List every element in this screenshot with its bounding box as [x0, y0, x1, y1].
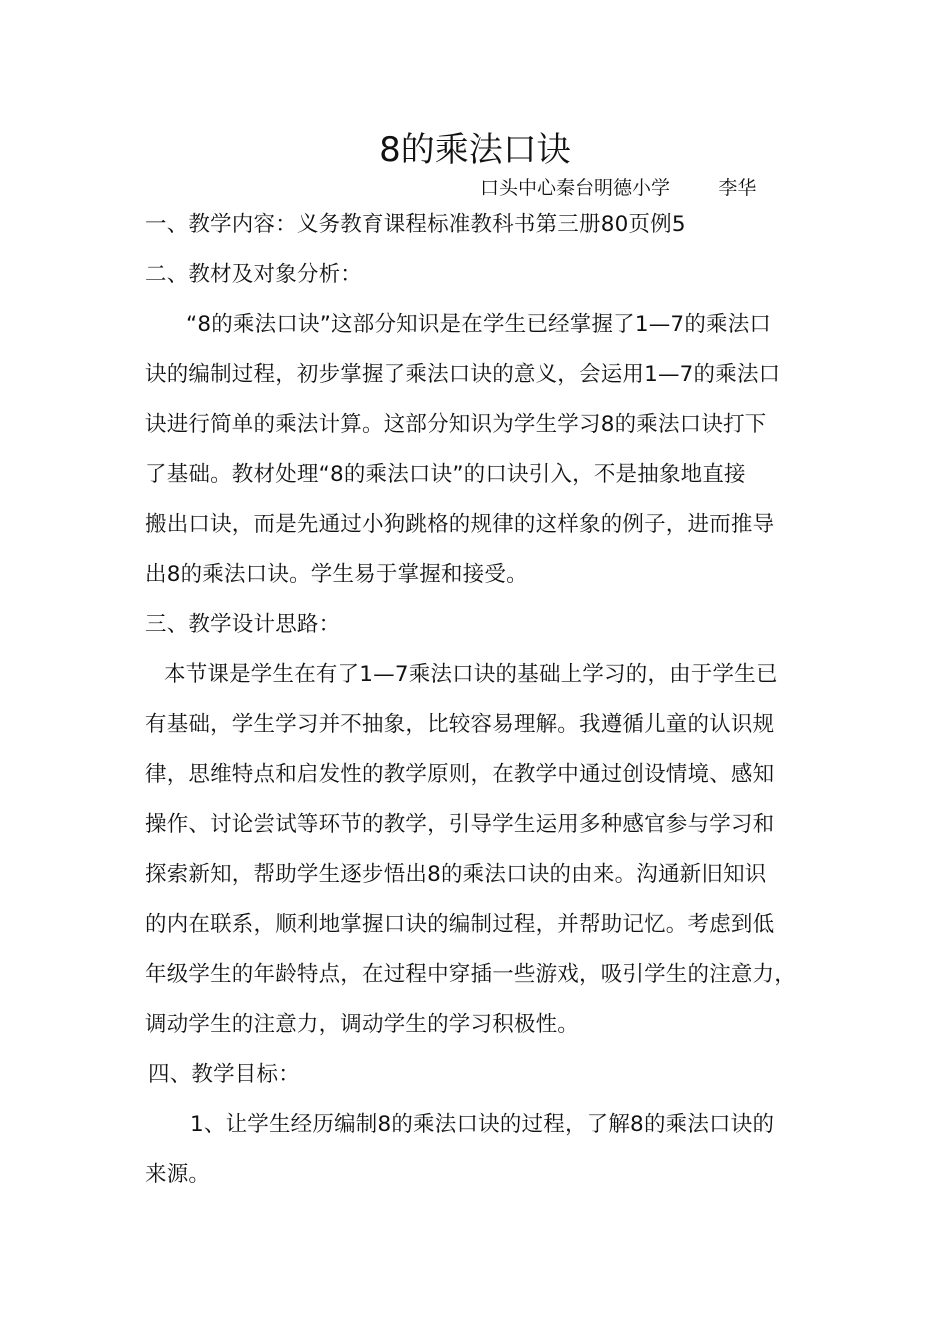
- paragraph-line: 有基础，学生学习并不抽象，比较容易理解。我遵循儿童的认识规: [145, 712, 775, 737]
- paragraph-line: 调动学生的注意力，调动学生的学习积极性。: [145, 1012, 580, 1037]
- paragraph-line: 探索新知，帮助学生逐步悟出8的乘法口诀的由来。沟通新旧知识: [145, 862, 767, 887]
- paragraph-line: 操作、讨论尝试等环节的教学，引导学生运用多种感官参与学习和: [145, 812, 775, 837]
- paragraph-line: 来源。: [145, 1162, 211, 1187]
- paragraph-line: 律，思维特点和启发性的教学原则，在教学中通过创设情境、感知: [145, 762, 775, 787]
- paragraph-line: 搬出口诀，而是先通过小狗跳格的规律的这样象的例子，进而推导: [145, 512, 775, 537]
- section-heading-content: 一、教学内容：义务教育课程标准教科书第三册80页例5: [145, 212, 686, 237]
- section-heading-analysis: 二、教材及对象分析：: [145, 262, 363, 287]
- paragraph-line: 了基础。教材处理“8的乘法口诀”的口诀引入，不是抽象地直接: [145, 462, 746, 487]
- author-line: 口头中心秦台明德小学 李华: [480, 177, 757, 199]
- section-heading-goals: 四、教学目标：: [148, 1062, 300, 1087]
- document-title: 8的乘法口诀: [379, 130, 571, 170]
- paragraph-line: 1、让学生经历编制8的乘法口诀的过程，了解8的乘法口诀的: [190, 1112, 775, 1137]
- paragraph-line: 本节课是学生在有了1—7乘法口诀的基础上学习的，由于学生已: [164, 662, 778, 687]
- paragraph-line: 年级学生的年龄特点，在过程中穿插一些游戏，吸引学生的注意力，: [145, 962, 797, 987]
- paragraph-line: 出8的乘法口诀。学生易于掌握和接受。: [145, 562, 528, 587]
- paragraph-line: 诀的编制过程，初步掌握了乘法口诀的意义，会运用1—7的乘法口: [145, 362, 781, 387]
- paragraph-line: 的内在联系，顺利地掌握口诀的编制过程，并帮助记忆。考虑到低: [145, 912, 775, 937]
- paragraph-line: “8的乘法口诀”这部分知识是在学生已经掌握了1—7的乘法口: [186, 312, 772, 337]
- paragraph-line: 诀进行简单的乘法计算。这部分知识为学生学习8的乘法口诀打下: [145, 412, 767, 437]
- section-heading-design: 三、教学设计思路：: [145, 612, 341, 637]
